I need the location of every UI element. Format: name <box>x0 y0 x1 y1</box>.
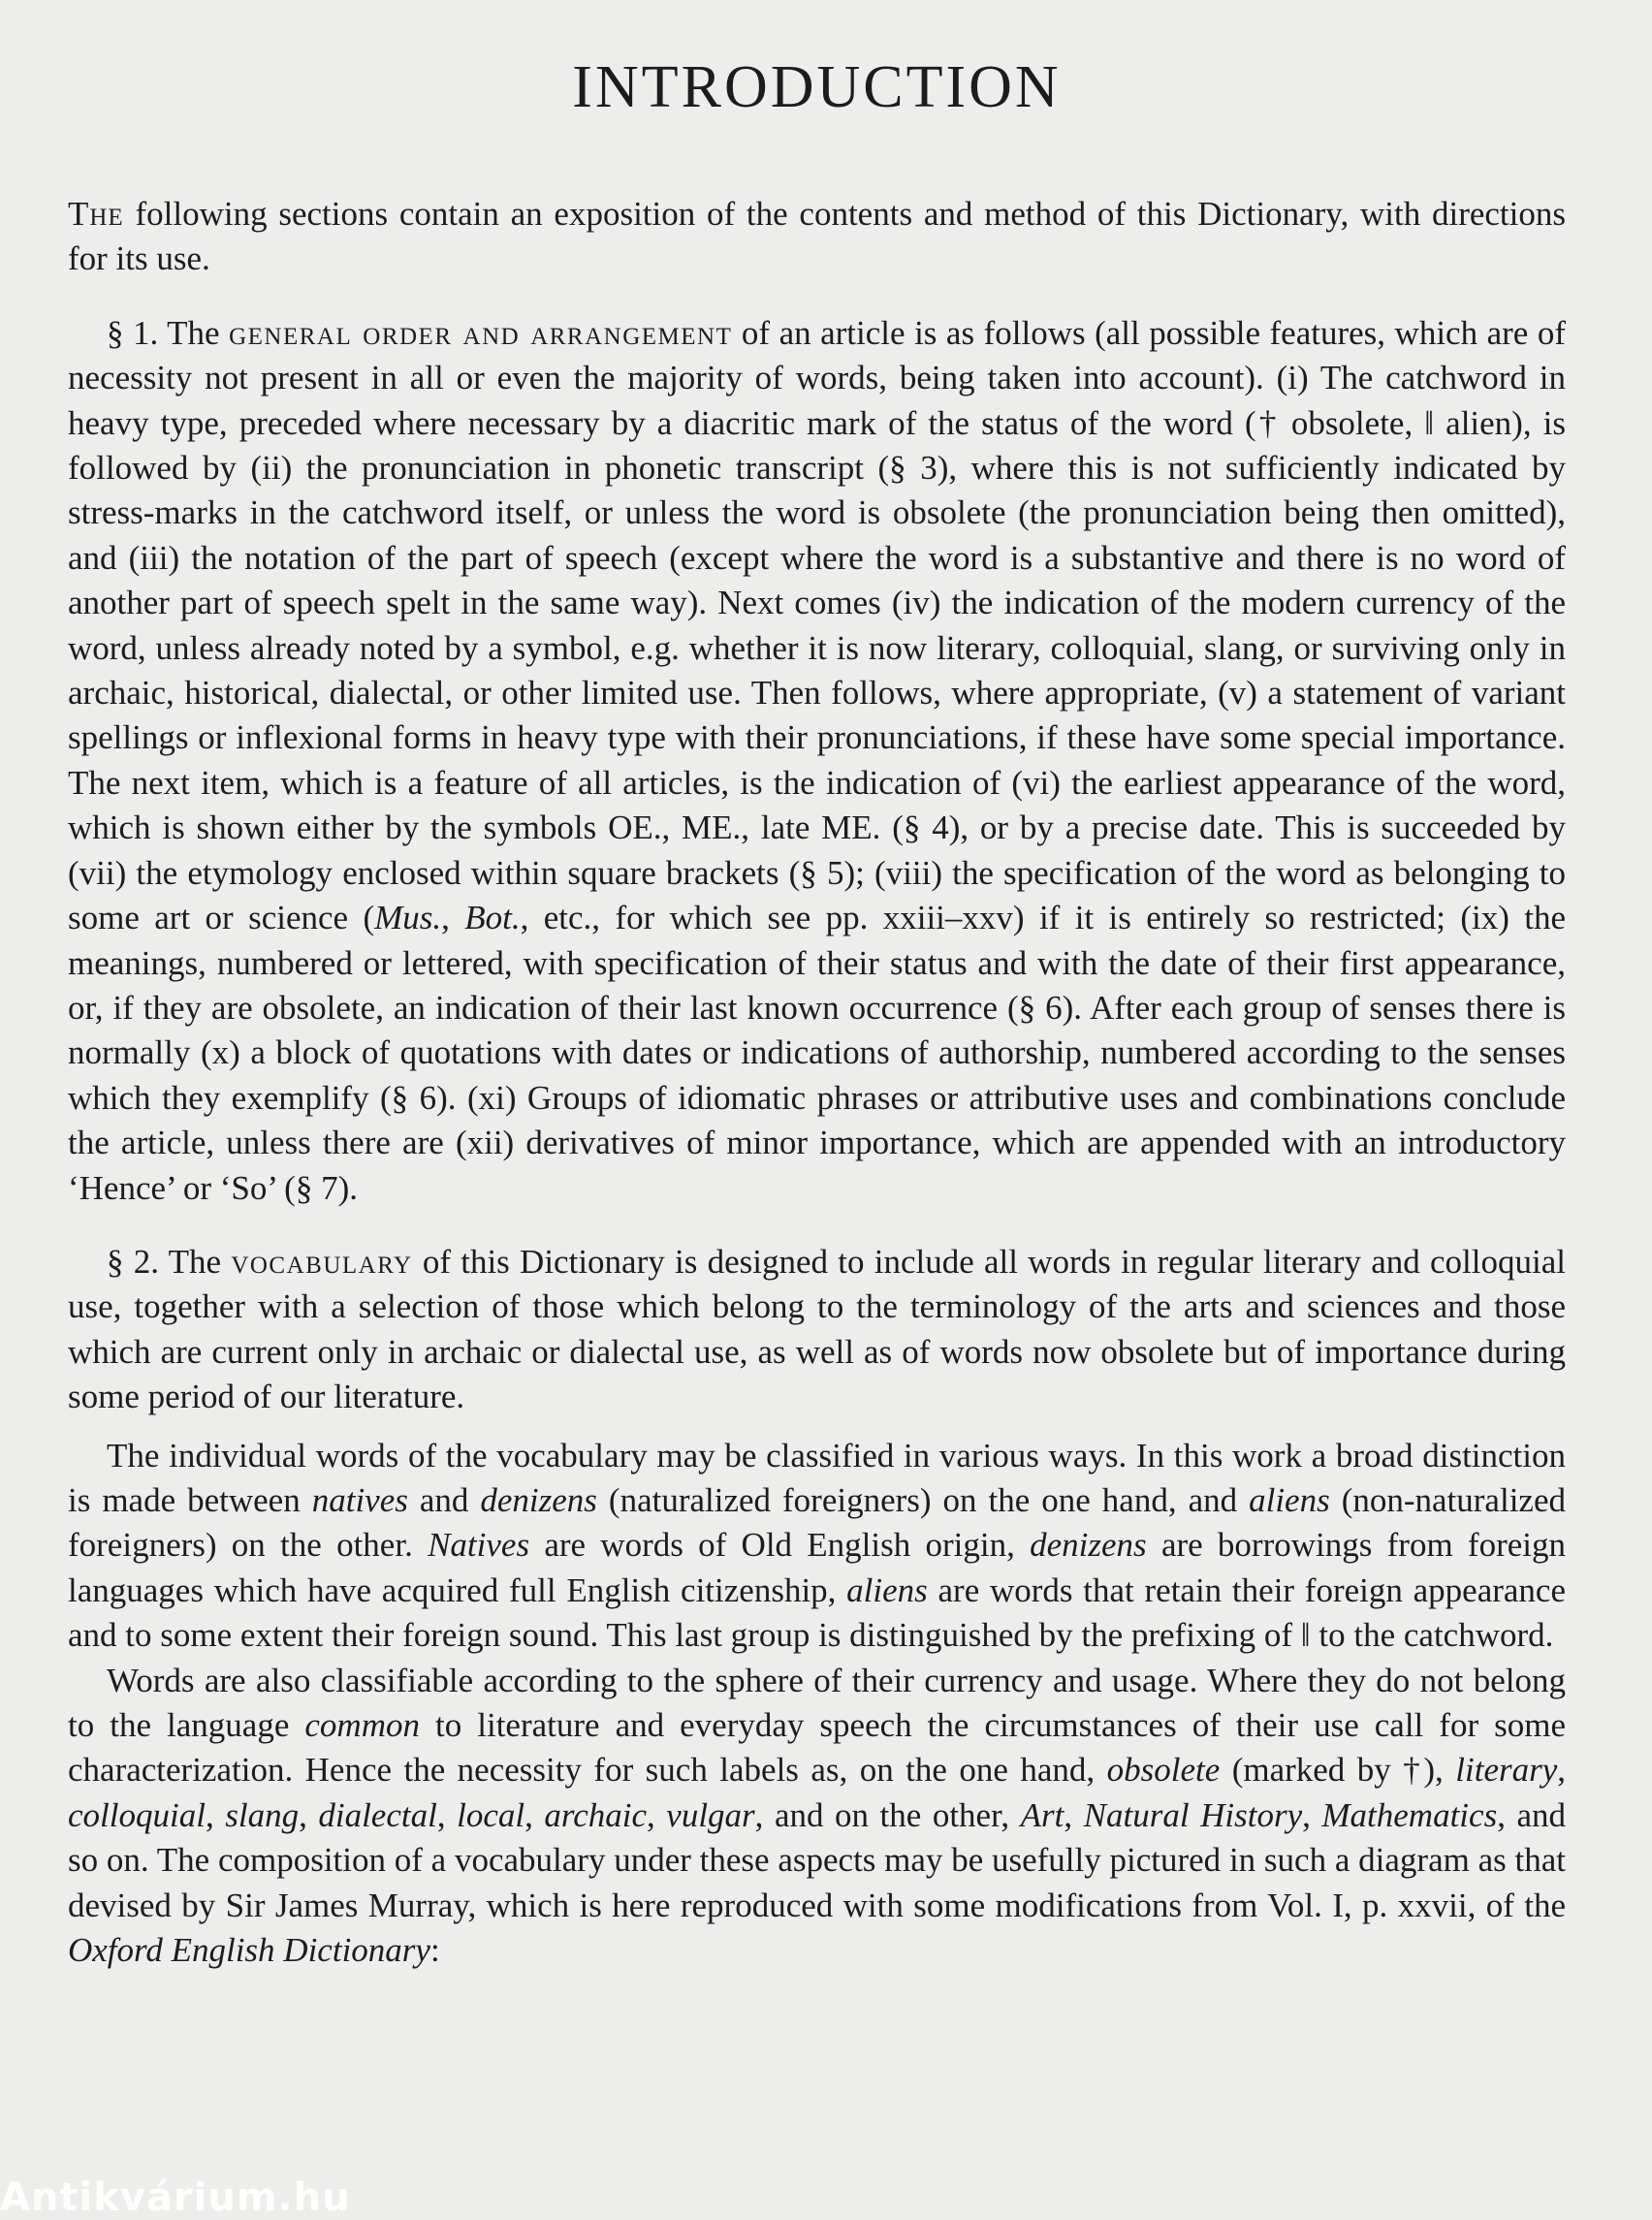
section-1-number: § 1. <box>107 313 159 352</box>
p3-text-3: (naturalized foreigners) on the one hand, and <box>596 1480 1250 1519</box>
section-1-text-3: , etc., for which see pp. xxiii–xxv) if it is entirely so restricted; (ix) the meanings, numbered or lettered, with specification of their status and with the date of their first appearance, or, if they are obsolete, an indication of their last known occurrence (§ 6). After each group of senses there is normally (x) a block of quotations with dates or indications of authorship, numbered according to the senses which they exemplify (§ 6). (xi) Groups of idiomatic phrases or attributive uses and combinations conclude the article, unless there are (xii) derivatives of minor importance, which are appended with an introductory ‘Hence’ or ‘So’ (§ 7). <box>68 899 1567 1207</box>
p4-italic-art: Art <box>1020 1795 1064 1834</box>
p4-text-6: , <box>299 1795 319 1834</box>
p4-text-5: , <box>205 1795 226 1834</box>
section-2-pre: The <box>159 1242 232 1281</box>
p4-italic-natural-history: Natural History <box>1083 1795 1303 1834</box>
p4-text-3: (marked by †), <box>1220 1751 1456 1790</box>
p3-text-6: are borrowings from foreign languages which have acquired full English citizenship, <box>68 1526 1566 1609</box>
p3-italic-aliens: aliens <box>1249 1480 1330 1519</box>
p4-text-13: , and so on. The composition of a vocabulary under these aspects may be usefully pictured in such a diagram as that devised by Sir James Murray, which is here reproduced with some modifications from Vol. I, p. xxvii, of the <box>68 1795 1567 1924</box>
section-2-text: of this Dictionary is designed to include all words in regular literary and colloquial use, together with a selection of those which belong to the terminology of the arts and sciences and those which are current only in archaic or dialectal use, as well as of words now obsolete but of importance during some period of our literature. <box>68 1242 1566 1416</box>
p3-italic-denizens-2: denizens <box>1030 1526 1147 1565</box>
section-1-paragraph <box>68 311 1566 1211</box>
section-1-italic-bot: Bot. <box>464 899 521 937</box>
p3-italic-aliens-2: aliens <box>846 1570 928 1609</box>
p3-italic-natives-2: Natives <box>428 1526 530 1565</box>
p4-text-4: , <box>1557 1751 1566 1790</box>
p4-italic-local: local <box>457 1795 525 1834</box>
currency-usage-paragraph <box>68 1659 1566 1974</box>
p4-italic-common: common <box>304 1706 420 1744</box>
p4-italic-dialectal: dialectal <box>318 1795 437 1834</box>
intro-text: following sections contain an exposition of the contents and method of this Dictionary, with directions for its use. <box>68 195 1566 278</box>
p3-italic-denizens: denizens <box>480 1480 597 1519</box>
section-1-italic-mus: Mus. <box>374 899 442 937</box>
p4-text-7: , <box>436 1795 458 1834</box>
section-2-number: § 2. <box>107 1242 160 1281</box>
section-2-heading: vocabulary <box>231 1242 413 1281</box>
section-2-paragraph <box>68 1240 1566 1420</box>
p4-italic-literary: literary <box>1455 1751 1558 1790</box>
vocabulary-classification-paragraph <box>68 1434 1566 1659</box>
intro-paragraph <box>68 192 1566 282</box>
p4-italic-archaic: archaic <box>544 1795 647 1834</box>
page-title: INTRODUCTION <box>572 54 1062 120</box>
p4-italic-colloquial: colloquial <box>68 1795 206 1834</box>
p4-text-8: , <box>524 1795 545 1834</box>
p3-text-7: are words that retain their foreign appearance and to some extent their foreign sound. This last group is distinguished by the prefixing of ‖ to the catchword. <box>68 1570 1566 1655</box>
p4-text-14: : <box>429 1931 440 1970</box>
section-1-pre: The <box>158 313 230 352</box>
document-page <box>68 53 1566 1973</box>
p3-text-2: and <box>407 1480 481 1519</box>
p3-text-1: The individual words of the vocabulary may be classified in various ways. In this work a broad distinction is made between <box>68 1436 1566 1519</box>
p4-italic-vulgar: vulgar <box>666 1795 755 1834</box>
watermark: Antikvárium.hu <box>0 2175 351 2220</box>
p4-text-12: , <box>1302 1795 1322 1834</box>
p4-italic-mathematics: Mathematics <box>1321 1795 1498 1834</box>
p3-italic-natives: natives <box>311 1480 408 1519</box>
p4-italic-oed: Oxford English Dictionary <box>68 1931 430 1970</box>
section-1-heading: general order and arrangement <box>229 313 733 352</box>
section-1-text: of an article is as follows (all possible features, which are of necessity not present in all or even the majority of words, being taken into account). (i) The catchword in heavy type, preceded where necessary by a diacritic mark of the status of the word († obsolete, ‖ alien), is followed by (ii) the pronunciation in phonetic transcript (§ 3), where this is not sufficiently indicated by stress-marks in the catchword itself, or unless the word is obsolete (the pronunciation being then omitted), and (iii) the notation of the part of speech (except where the word is a substantive and there is no word of another part of speech spelt in the same way). Next comes (iv) the indication of the modern currency of the word, unless already noted by a symbol, e.g. whether it is now literary, colloquial, slang, or surviving only in archaic, historical, dialectal, or other limited use. Then follows, where appropriate, (v) a statement of variant spellings or inflexional forms in heavy type with their pronunciations, if these have some special importance. The next item, which is a feature of all articles, is the indication of (vi) the earliest appearance of the word, which is shown either by the symbols OE., ME., late ME. (§ 4), or by a precise date. This is succeeded by (vii) the etymology enclosed within square brackets (§ 5); (viii) the specification of the word as belonging to some art or science ( <box>68 313 1566 937</box>
intro-lead: The <box>68 195 124 233</box>
p4-italic-slang: slang <box>225 1795 300 1834</box>
p4-text-10: , and on the other, <box>754 1795 1021 1834</box>
p4-text-1: Words are also classifiable according to the sphere of their currency and usage. Where they do not belong to the language <box>68 1661 1566 1744</box>
p4-text-2: to literature and everyday speech the circumstances of their use call for some characterization. Hence the necessity for such labels as, on the one hand, <box>68 1706 1566 1790</box>
p4-italic-obsolete: obsolete <box>1106 1751 1221 1790</box>
p4-text-9: , <box>647 1795 667 1834</box>
p3-text-5: are words of Old English origin, <box>529 1526 1031 1565</box>
section-1-text-2: , <box>441 899 465 937</box>
p4-text-11: , <box>1064 1795 1084 1834</box>
p3-text-4: (non-naturalized foreigners) on the other. <box>68 1480 1566 1565</box>
